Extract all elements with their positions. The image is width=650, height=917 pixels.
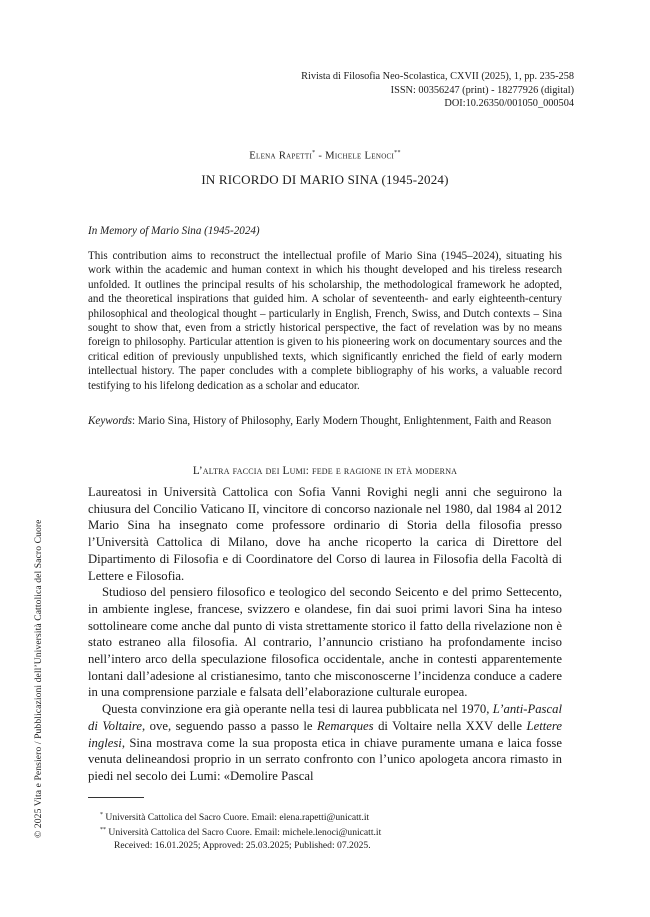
journal-issn: ISSN: 00356247 (print) - 18277926 (digital) bbox=[390, 84, 574, 96]
section-heading: L’altra faccia dei Lumi: fede e ragione in età moderna bbox=[192, 465, 458, 477]
abstract-text: This contribution aims to reconstruct the intellectual profile of Mario Sina (1945–2024), situating his work within the academic and human context in which his thought developed and his tireless research unfolded. It outlines the principal results of his scholarship, the methodological framework he adopted, and the theoretical inspirations that guided him. A scholar of seventeenth- and early eighteenth-century philosophical and theological thought – particularly in English, French, Swiss, and Dutch contexts – Sina sought to show that, even from a strictly historical perspective, the fact of revelation was by no means foreign to philosophy. Particular attention is given to his pioneering work on documentary sources and the critical edition of previously unpublished texts, which significantly enriched the field of early modern intellectual history. The paper concludes with a complete bibliography of his works, a valuable record testifying to his lifelong dedication as a scholar and educator. bbox=[88, 250, 562, 392]
keywords-label: Keywords bbox=[88, 415, 132, 427]
authors-line bbox=[0, 150, 650, 162]
abstract-title: In Memory of Mario Sina (1945-2024) bbox=[88, 225, 260, 237]
keywords-list: : Mario Sina, History of Philosophy, Early Modern Thought, Enlightenment, Faith and Reason bbox=[131, 415, 552, 427]
text-span: di Voltaire nella XXV delle bbox=[373, 718, 527, 733]
author-separator: - bbox=[315, 150, 326, 162]
body-text bbox=[88, 484, 562, 785]
text-span: Questa convinzione era già operante nella tesi di laurea pubblicata nel 1970, bbox=[102, 702, 493, 717]
italic-title: Remarques bbox=[317, 718, 374, 733]
keywords bbox=[88, 414, 562, 428]
publication-dates: Received: 16.01.2025; Approved: 25.03.2025; Published: 07.2025. bbox=[114, 840, 371, 852]
journal-doi: DOI:10.26350/001050_000504 bbox=[444, 98, 574, 109]
article-title: IN RICORDO DI MARIO SINA (1945-2024) bbox=[201, 172, 449, 187]
paragraph bbox=[88, 701, 562, 785]
text-span: , Sina mostrava come la sua proposta etica in chiave puramente umana e laica fosse venuta delineandosi proprio in un serrato confronto con l’unico apologeta ancora rimasto in piedi nel secolo dei Lumi: «Demolire Pascal bbox=[88, 735, 562, 783]
journal-info bbox=[301, 70, 574, 111]
footnote-text: Università Cattolica del Sacro Cuore. Email: elena.rapetti@unicatt.it bbox=[103, 812, 370, 824]
footnote bbox=[100, 824, 381, 839]
footnote-mark: * bbox=[100, 812, 103, 818]
paragraph: Studioso del pensiero filosofico e teologico del secondo Seicento e del primo Settecento, in ambiente inglese, francese, svizzero e olandese, fin dai suoi primi lavori Sina ha inteso sottolineare come anche dal punto di vista strettamente storico il fatto della rivelazione non è stato estraneo alla filosofia. Al contrario, l’annuncio cristiano ha profondamente inciso nell’intero arco della speculazione filosofica occidentale, anche in contesti apparentemente lontani dall’adesione al cristianesimo, tanto che misconoscerne l’incidenza conduce a cadere in una comprensione parziale e falsata dell’elaborazione culturale europea. bbox=[88, 585, 562, 700]
copyright-sidebar: © 2025 Vita e Pensiero / Pubblicazioni dell’Università Cattolica del Sacro Cuore bbox=[33, 519, 44, 838]
paragraph: Laureatosi in Università Cattolica con Sofia Vanni Rovighi negli anni che seguirono la chiusura del Concilio Vaticano II, vincitore di concorso nazionale nel 1980, dal 1984 al 2012 Mario Sina ha insegnato come professore ordinario di Storia della filosofia presso l’Università Cattolica di Milano, dove ha anche ricoperto la carica di Direttore del Dipartimento di Filosofia e di Coordinatore del Corso di laurea in Filosofia della Facoltà di Lettere e Filosofia. bbox=[88, 485, 562, 583]
footnotes bbox=[100, 809, 381, 852]
author-footnote-mark: * bbox=[312, 150, 316, 156]
author-name: Michele Lenoci bbox=[325, 150, 395, 162]
italic-title: Lettere inglesi bbox=[88, 718, 562, 750]
footnote-mark: ** bbox=[100, 827, 106, 834]
footnote bbox=[100, 809, 381, 824]
author-footnote-mark: ** bbox=[394, 150, 401, 156]
journal-citation: Rivista di Filosofia Neo-Scolastica, CXVII (2025), 1, pp. 235-258 bbox=[301, 71, 574, 82]
footnote-text: Università Cattolica del Sacro Cuore. Email: michele.lenoci@unicatt.it bbox=[106, 827, 382, 839]
italic-title: L’anti-Pascal di Voltaire bbox=[88, 702, 562, 733]
author-name: Elena Rapetti bbox=[249, 150, 313, 162]
footnote-divider bbox=[88, 797, 144, 798]
text-span: , ove, seguendo passo a passo le bbox=[142, 718, 317, 733]
